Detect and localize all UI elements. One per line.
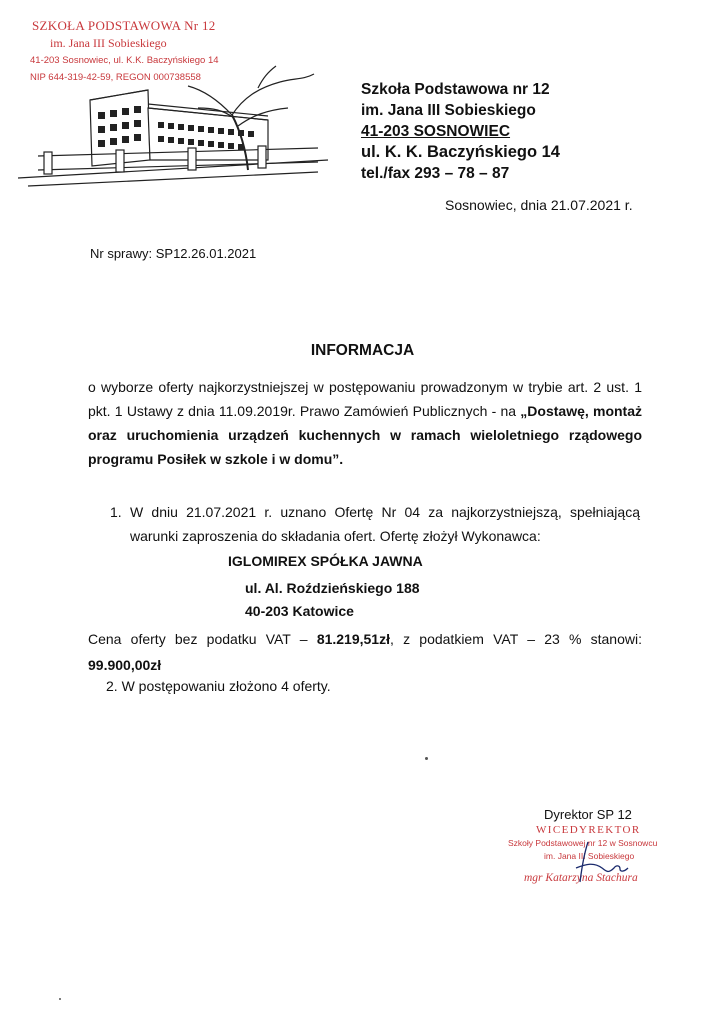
- signature-stamp-line-1: WICEDYREKTOR: [536, 824, 641, 836]
- case-number: Nr sprawy: SP12.26.01.2021: [90, 246, 257, 261]
- price-gross: 99.900,00zł: [88, 657, 162, 673]
- stamp-line-4: NIP 644-319-42-59, REGON 000738558: [30, 72, 201, 83]
- scan-speck: [425, 757, 428, 760]
- price-text-2: , z podatkiem VAT – 23 % stanowi:: [389, 631, 642, 647]
- stamp-line-3: 41-203 Sosnowiec, ul. K.K. Baczyńskiego 14: [30, 55, 219, 66]
- price-paragraph: [88, 626, 642, 678]
- school-street: ul. K. K. Baczyńskiego 14: [361, 143, 560, 161]
- signature-stamp-line-4: mgr Katarzyna Stachura: [524, 872, 638, 884]
- intro-text: o wyborze oferty najkorzystniejszej w postępowaniu prowadzonym w trybie art. 2 ust. 1 pkt. 1 Ustawy z dnia 11.09.2019r. Prawo Zamówień Publicznych - na: [88, 379, 642, 419]
- school-city: 41-203 SOSNOWIEC: [361, 123, 511, 140]
- director-title: Dyrektor SP 12: [544, 807, 632, 822]
- signature-stamp: [508, 824, 668, 894]
- intro-paragraph: [88, 375, 642, 471]
- contractor-city: 40-203 Katowice: [245, 603, 354, 619]
- price-text-1: Cena oferty bez podatku VAT –: [88, 631, 317, 647]
- list-item-2: 2. W postępowaniu złożono 4 oferty.: [106, 678, 331, 694]
- school-building-illustration: [18, 60, 336, 192]
- stamp-line-1: SZKOŁA PODSTAWOWA Nr 12: [32, 18, 216, 33]
- school-patron: im. Jana III Sobieskiego: [361, 102, 536, 119]
- contractor-street: ul. Al. Roździeńskiego 188: [245, 580, 420, 596]
- document-title: INFORMACJA: [310, 342, 415, 359]
- handwritten-signature-icon: [558, 838, 638, 890]
- document-date: Sosnowiec, dnia 21.07.2021 r.: [445, 197, 633, 213]
- signature-stamp-line-3: im. Jana III Sobieskiego: [544, 851, 635, 861]
- school-name: Szkoła Podstawowa nr 12: [361, 81, 550, 98]
- list-item-1-text: W dniu 21.07.2021 r. uznano Ofertę Nr 04 za najkorzystniejszą, spełniającą warunki zaproszenia do składania ofert. Ofertę złożył Wykonawca:: [130, 504, 640, 544]
- stamp-line-2: im. Jana III Sobieskiego: [50, 36, 167, 50]
- contractor-name: IGLOMIREX SPÓŁKA JAWNA: [228, 553, 423, 569]
- school-address-block: [361, 79, 560, 184]
- scan-speck: [59, 998, 61, 1000]
- signature-stamp-line-2: Szkoły Podstawowej nr 12 w Sosnowcu: [508, 838, 658, 848]
- price-net: 81.219,51zł: [316, 631, 390, 647]
- school-phone: tel./fax 293 – 78 – 87: [361, 165, 510, 182]
- list-item-1-number: 1.: [110, 504, 122, 520]
- procurement-subject: „Dostawę, montaż oraz uruchomienia urządzeń kuchennych w ramach wieloletniego rządowego programu Posiłek w szkole i w domu”.: [88, 403, 642, 467]
